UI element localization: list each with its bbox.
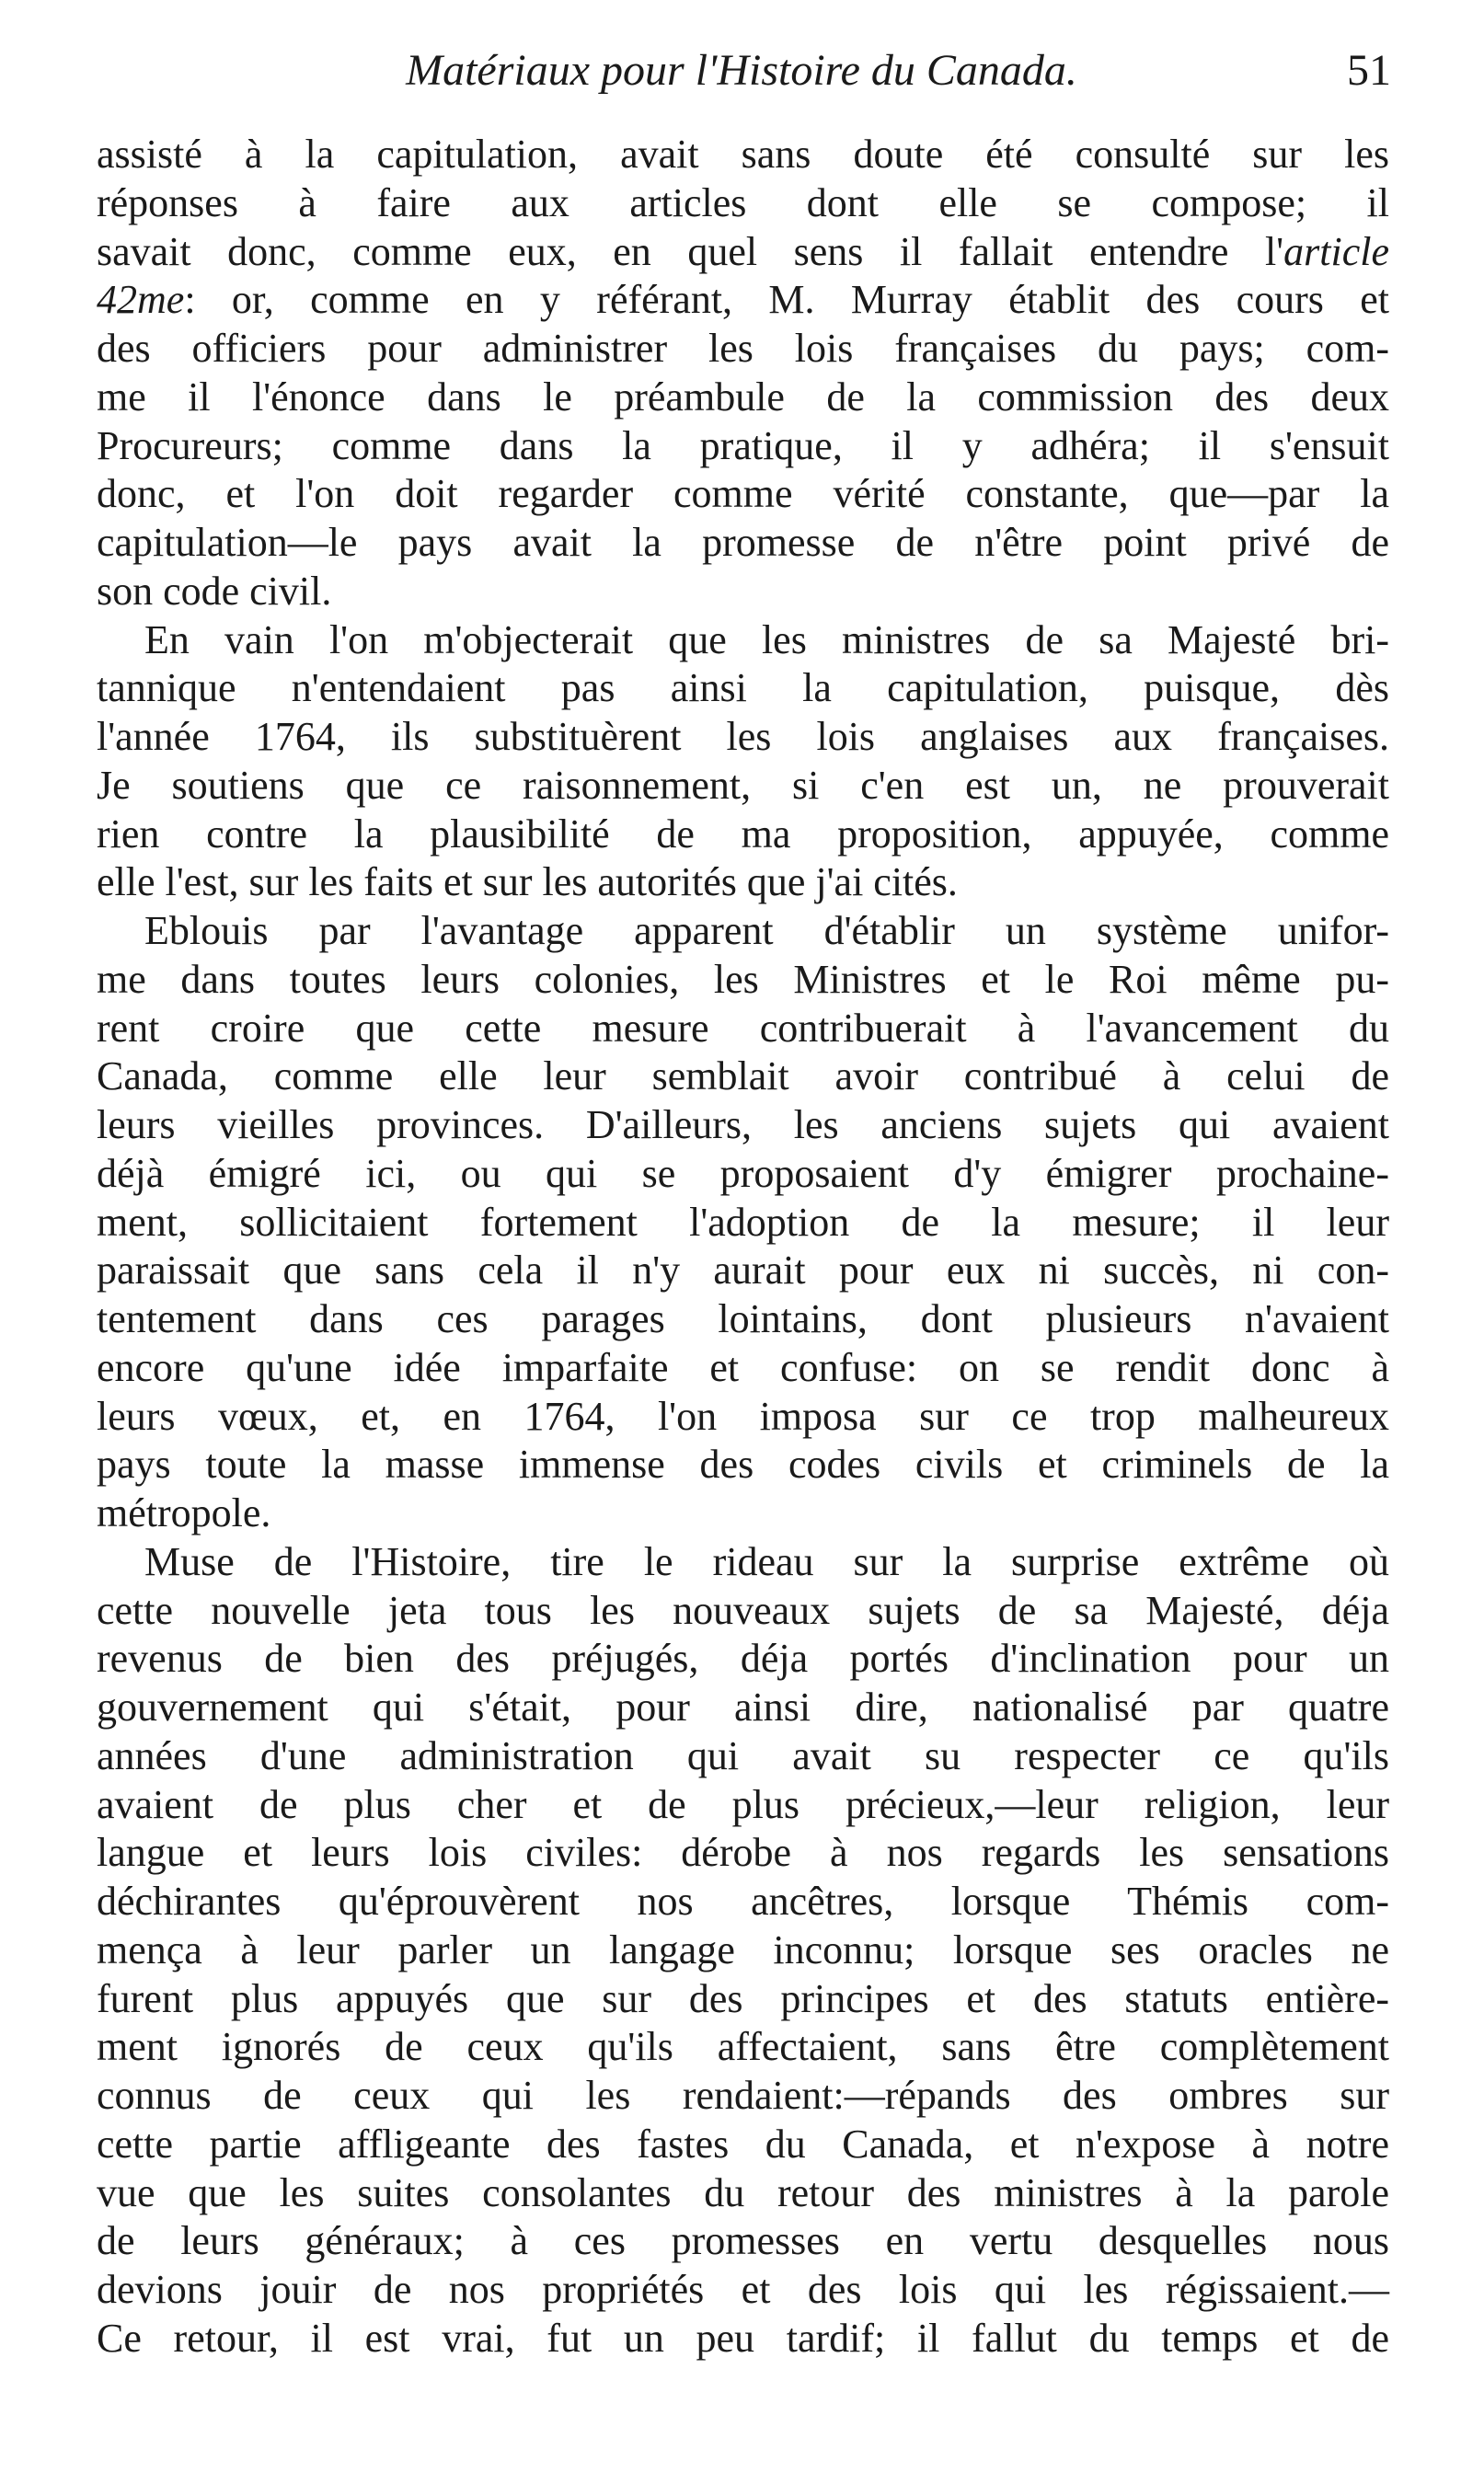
text-line: Canada, comme elle leur semblait avoir contribué à celui de (97, 1053, 1389, 1099)
text-line: Eblouis par l'avantage apparent d'établir un système unifor- (144, 908, 1389, 953)
text-line: Muse de l'Histoire, tire le rideau sur la surprise extrême où (144, 1538, 1389, 1584)
text-line: me dans toutes leurs colonies, les Ministres et le Roi même pu- (97, 956, 1389, 1002)
body-text (97, 131, 1389, 2363)
text-line: de leurs généraux; à ces promesses en vertu desquelles nous (97, 2218, 1389, 2264)
text-line: ment, sollicitaient fortement l'adoption de la mesure; il leur (97, 1199, 1389, 1245)
text-line: déchirantes qu'éprouvèrent nos ancêtres, lorsque Thémis com- (97, 1879, 1389, 1924)
text-line: revenus de bien des préjugés, déja portés d'inclination pour un (97, 1636, 1389, 1682)
text-segment: savait donc, comme eux, en quel sens il fallait entendre l' (97, 228, 1284, 274)
text-line: Je soutiens que ce raisonnement, si c'en est un, ne prouverait (97, 762, 1389, 808)
text-line: années d'une administration qui avait su respecter ce qu'ils (97, 1732, 1389, 1778)
text-line: pays toute la masse immense des codes civils et criminels de la (97, 1442, 1389, 1488)
running-title: Matériaux pour l'Histoire du Canada. (406, 46, 1077, 95)
text-line: tentement dans ces parages lointains, dont plusieurs n'avaient (97, 1296, 1389, 1341)
text-line: devions jouir de nos propriétés et des lois qui les régissaient.— (97, 2267, 1389, 2312)
running-head (92, 39, 1391, 103)
text-line: tannique n'entendaient pas ainsi la capitulation, puisque, dès (97, 665, 1389, 711)
text-line: capitulation—le pays avait la promesse de n'être point privé de (97, 520, 1389, 565)
text-line: Ce retour, il est vrai, fut un peu tardif; il fallut du temps et de (97, 2315, 1389, 2361)
text-line: paraissait que sans cela il n'y aurait pour eux ni succès, ni con- (97, 1248, 1389, 1294)
italic-word: 42me (97, 277, 185, 323)
text-line: ment ignorés de ceux qu'ils affectaient, sans être complètement (97, 2024, 1389, 2070)
text-line (97, 228, 1389, 277)
text-line: connus de ceux qui les rendaient:—répands des ombres sur (97, 2073, 1389, 2118)
text-segment: : or, comme en y référant, M. Murray établit des cours et (184, 277, 1389, 323)
text-line: leurs vœux, et, en 1764, l'on imposa sur ce trop malheureux (97, 1393, 1389, 1439)
text-line: assisté à la capitulation, avait sans doute été consulté sur les (97, 132, 1389, 177)
text-line: réponses à faire aux articles dont elle se compose; il (97, 179, 1389, 225)
italic-word: article (1283, 228, 1389, 274)
text-line: Procureurs; comme dans la pratique, il y adhéra; il s'ensuit (97, 422, 1389, 468)
text-line: l'année 1764, ils substituèrent les lois anglaises aux françaises. (97, 714, 1389, 759)
text-line: déjà émigré ici, ou qui se proposaient d'y émigrer prochaine- (97, 1150, 1389, 1196)
text-line: langue et leurs lois civiles: dérobe à nos regards les sensations (97, 1830, 1389, 1876)
text-line: elle l'est, sur les faits et sur les autorités que j'ai cités. (97, 859, 958, 905)
text-line: encore qu'une idée imparfaite et confuse: on se rendit donc à (97, 1344, 1389, 1390)
text-line: vue que les suites consolantes du retour des ministres à la parole (97, 2169, 1389, 2215)
text-line: rent croire que cette mesure contribuerait à l'avancement du (97, 1005, 1389, 1051)
page-number: 51 (1347, 46, 1391, 95)
text-line: rien contre la plausibilité de ma proposition, appuyée, comme (97, 811, 1389, 857)
text-line: des officiers pour administrer les lois françaises du pays; com- (97, 326, 1389, 371)
text-line: métropole. (97, 1490, 271, 1535)
text-line: avaient de plus cher et de plus précieux,—leur religion, leur (97, 1781, 1389, 1827)
text-line: leurs vieilles provinces. D'ailleurs, les anciens sujets qui avaient (97, 1102, 1389, 1147)
text-line (97, 276, 1389, 325)
text-line: cette partie affligeante des fastes du Canada, et n'expose à notre (97, 2121, 1389, 2167)
text-line: En vain l'on m'objecterait que les ministres de sa Majesté bri- (144, 616, 1389, 662)
text-line: furent plus appuyés que sur des principes et des statuts entière- (97, 1975, 1389, 2021)
text-line: son code civil. (97, 568, 332, 614)
text-line: mença à leur parler un langage inconnu; lorsque ses oracles ne (97, 1926, 1389, 1972)
text-line: cette nouvelle jeta tous les nouveaux sujets de sa Majesté, déja (97, 1587, 1389, 1633)
text-line: donc, et l'on doit regarder comme vérité constante, que—par la (97, 471, 1389, 517)
text-line: gouvernement qui s'était, pour ainsi dire, nationalisé par quatre (97, 1685, 1389, 1730)
text-line: me il l'énonce dans le préambule de la commission des deux (97, 374, 1389, 420)
